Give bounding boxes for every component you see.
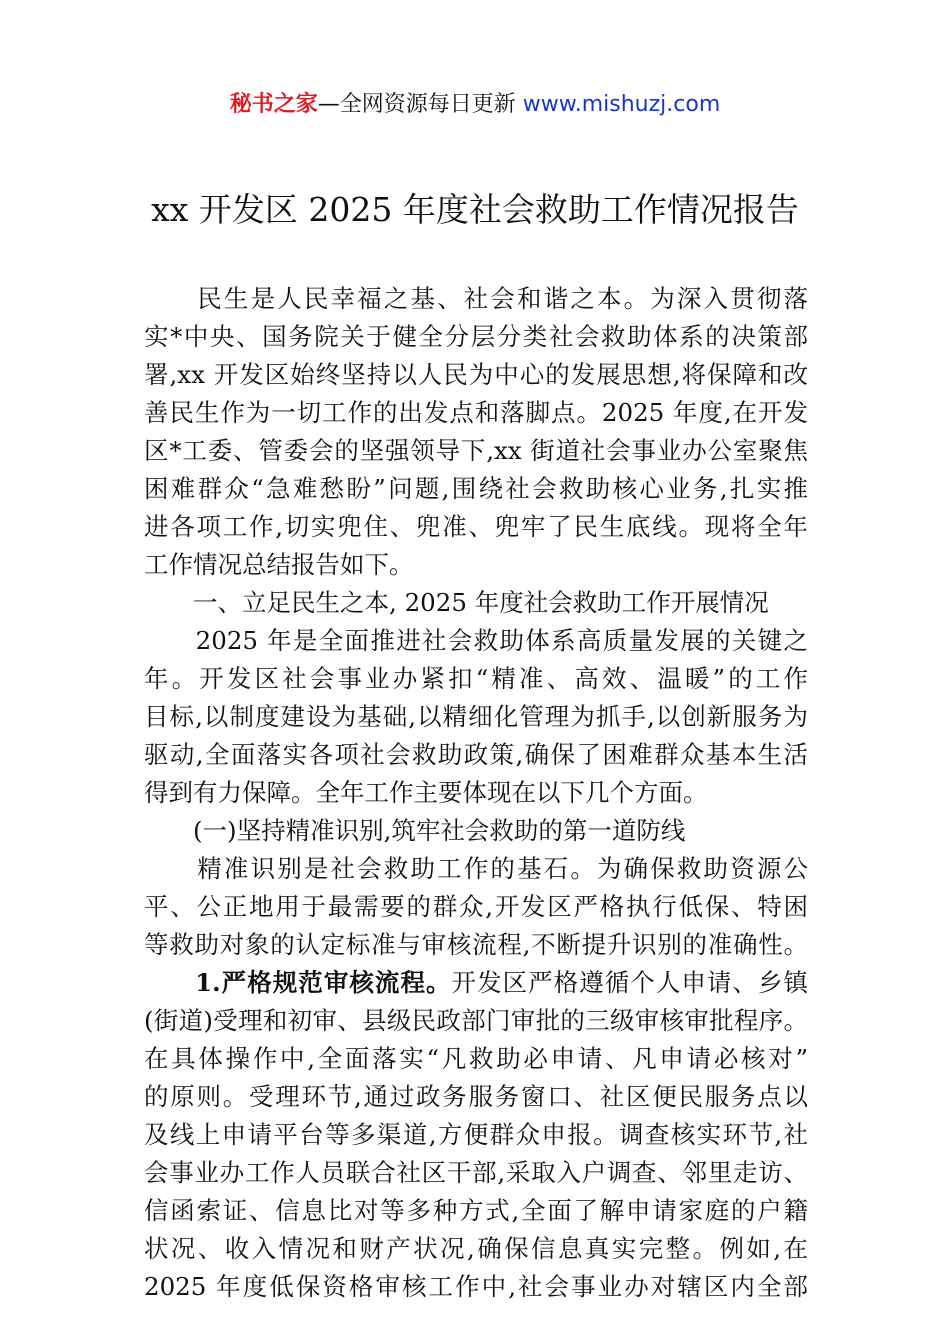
document-title: xx 开发区 2025 年度社会救助工作情况报告: [151, 190, 799, 229]
text-line: 信函索证、信息比对等多种方式,全面了解申请家庭的户籍: [144, 1196, 808, 1225]
text-line: 状况、收入情况和财产状况,确保信息真实完整。例如,在: [144, 1234, 808, 1263]
text-line: [144, 964, 808, 1002]
heading-line: (一)坚持精准识别,筑牢社会救助的第一道防线: [144, 816, 686, 845]
text-line: 困难群众“急难愁盼”问题,围绕社会救助核心业务,扎实推: [144, 474, 808, 503]
text-line: 精准识别是社会救助工作的基石。为确保救助资源公: [144, 854, 808, 883]
text-line: 2025 年是全面推进社会救助体系高质量发展的关键之: [144, 626, 808, 655]
site-banner: [0, 90, 950, 120]
banner-url-link[interactable]: www.mishuzj.com: [522, 92, 721, 117]
text-line: 及线上申请平台等多渠道,方便群众申报。调查核实环节,社: [144, 1120, 808, 1149]
heading-line: 一、立足民生之本, 2025 年度社会救助工作开展情况: [144, 588, 769, 617]
paragraph: [144, 850, 808, 964]
text-line: 实*中央、国务院关于健全分层分类社会救助体系的决策部: [144, 322, 808, 351]
text-line: 会事业办工作人员联合社区干部,采取入户调查、邻里走访、: [144, 1158, 808, 1187]
paragraph: [144, 964, 808, 1306]
subsection-heading: [144, 812, 808, 850]
text-line: 民生是人民幸福之基、社会和谐之本。为深入贯彻落: [144, 284, 808, 313]
text-line: 在具体操作中,全面落实“凡救助必申请、凡申请必核对”: [144, 1044, 808, 1073]
text-line: 进各项工作,切实兜住、兜准、兜牢了民生底线。现将全年: [144, 512, 808, 541]
text-line: 善民生作为一切工作的出发点和落脚点。2025 年度,在开发: [144, 398, 808, 427]
section-heading: [144, 584, 808, 622]
text-line: 得到有力保障。全年工作主要体现在以下几个方面。: [144, 778, 708, 807]
text-line: 等救助对象的认定标准与审核流程,不断提升识别的准确性。: [144, 930, 808, 959]
text-line: (街道)受理和初审、县级民政部门审批的三级审核审批程序。: [144, 1006, 808, 1035]
text-line: 署,xx 开发区始终坚持以人民为中心的发展思想,将保障和改: [144, 360, 808, 389]
banner-brand: 秘书之家: [229, 92, 318, 117]
paragraph: [144, 622, 808, 812]
banner-tagline: —全网资源每日更新: [317, 92, 523, 117]
text-line: 的原则。受理环节,通过政务服务窗口、社区便民服务点以: [144, 1082, 808, 1111]
text-line: 平、公正地用于最需要的群众,开发区严格执行低保、特困: [144, 892, 808, 921]
text-line: 工作情况总结报告如下。: [144, 550, 414, 579]
text-run: 开发区严格遵循个人申请、乡镇: [451, 968, 809, 997]
text-line: 年。开发区社会事业办紧扣“精准、高效、温暖”的工作: [144, 664, 808, 693]
document-body: [144, 280, 808, 1306]
text-line: 区*工委、管委会的坚强领导下,xx 街道社会事业办公室聚焦: [144, 436, 808, 465]
text-line: 目标,以制度建设为基础,以精细化管理为抓手,以创新服务为: [144, 702, 808, 731]
text-line: 驱动,全面落实各项社会救助政策,确保了困难群众基本生活: [144, 740, 808, 769]
paragraph-lead: 1.严格规范审核流程。: [144, 968, 452, 997]
paragraph: [144, 280, 808, 584]
text-line: 2025 年度低保资格审核工作中,社会事业办对辖区内全部: [144, 1272, 808, 1301]
